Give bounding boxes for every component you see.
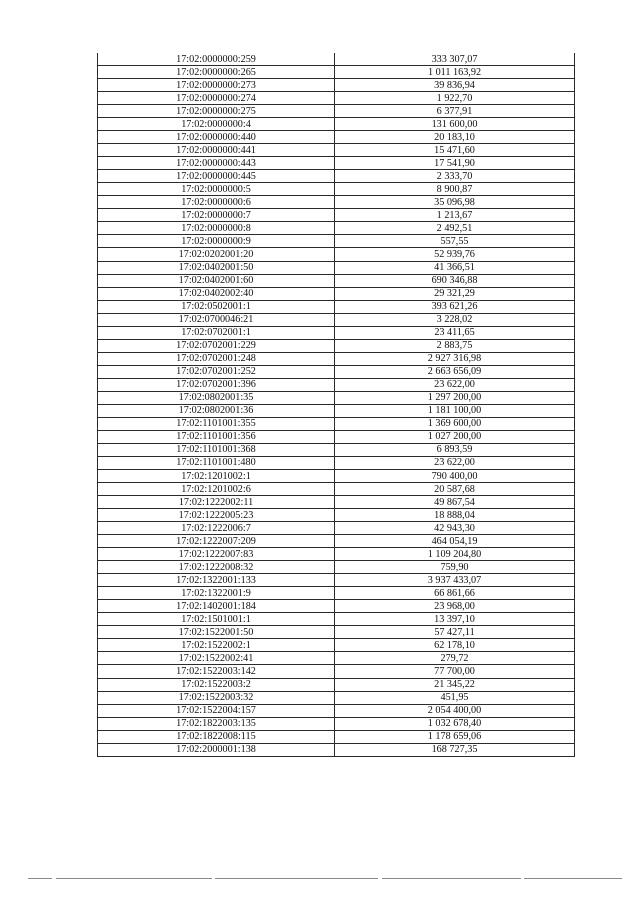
- amount-cell: 62 178,10: [335, 639, 575, 652]
- table-row: [98, 274, 575, 287]
- table-row: [98, 404, 575, 417]
- amount-cell: 2 492,51: [335, 222, 575, 235]
- amount-cell: 15 471,60: [335, 144, 575, 157]
- amount-cell: 20 587,68: [335, 483, 575, 496]
- amount-cell: 13 397,10: [335, 613, 575, 626]
- table-row: [98, 496, 575, 509]
- cadastral-number-cell: 17:02:1522001:50: [98, 626, 335, 639]
- cadastral-number-cell: 17:02:1222007:209: [98, 535, 335, 548]
- rule-gap: [52, 876, 56, 880]
- table-row: [98, 743, 575, 756]
- amount-cell: 1 369 600,00: [335, 417, 575, 430]
- table-row: [98, 678, 575, 691]
- table-row: [98, 235, 575, 248]
- table-row: [98, 92, 575, 105]
- amount-cell: 393 621,26: [335, 300, 575, 313]
- cadastral-number-cell: 17:02:0000000:275: [98, 105, 335, 118]
- table-row: [98, 548, 575, 561]
- table-row: [98, 417, 575, 430]
- table-row: [98, 287, 575, 300]
- table-row: [98, 53, 575, 66]
- amount-cell: 23 968,00: [335, 600, 575, 613]
- cadastral-number-cell: 17:02:0702001:396: [98, 378, 335, 391]
- cadastral-value-table: [97, 53, 575, 757]
- amount-cell: 2 927 316,98: [335, 352, 575, 365]
- cadastral-number-cell: 17:02:0000000:265: [98, 66, 335, 79]
- cadastral-number-cell: 17:02:0702001:229: [98, 339, 335, 352]
- amount-cell: 1 027 200,00: [335, 430, 575, 443]
- amount-cell: 6 893,59: [335, 443, 575, 456]
- amount-cell: 1 032 678,40: [335, 717, 575, 730]
- table-row: [98, 600, 575, 613]
- cadastral-number-cell: 17:02:1822008:115: [98, 730, 335, 743]
- table-row: [98, 196, 575, 209]
- table-row: [98, 691, 575, 704]
- cadastral-number-cell: 17:02:0000000:259: [98, 53, 335, 66]
- table-row: [98, 391, 575, 404]
- table-row: [98, 483, 575, 496]
- amount-cell: 29 321,29: [335, 287, 575, 300]
- cadastral-number-cell: 17:02:1522002:1: [98, 639, 335, 652]
- cadastral-number-cell: 17:02:1501001:1: [98, 613, 335, 626]
- table-row: [98, 157, 575, 170]
- cadastral-number-cell: 17:02:0402002:40: [98, 287, 335, 300]
- cadastral-number-cell: 17:02:1522003:142: [98, 665, 335, 678]
- rule-gap: [212, 876, 215, 880]
- cadastral-number-cell: 17:02:0000000:274: [98, 92, 335, 105]
- amount-cell: 57 427,11: [335, 626, 575, 639]
- amount-cell: 2 883,75: [335, 339, 575, 352]
- amount-cell: 451,95: [335, 691, 575, 704]
- table-row: [98, 430, 575, 443]
- cadastral-number-cell: 17:02:0000000:9: [98, 235, 335, 248]
- table-row: [98, 365, 575, 378]
- cadastral-number-cell: 17:02:1522003:32: [98, 691, 335, 704]
- table-row: [98, 652, 575, 665]
- table-row: [98, 339, 575, 352]
- amount-cell: 1 109 204,80: [335, 548, 575, 561]
- table-row: [98, 183, 575, 196]
- table-body: [98, 53, 575, 756]
- table-row: [98, 118, 575, 131]
- amount-cell: 1 181 100,00: [335, 404, 575, 417]
- table-row: [98, 443, 575, 456]
- cadastral-number-cell: 17:02:0802001:35: [98, 391, 335, 404]
- table-row: [98, 626, 575, 639]
- cadastral-number-cell: 17:02:1222002:11: [98, 496, 335, 509]
- amount-cell: 690 346,88: [335, 274, 575, 287]
- table-row: [98, 170, 575, 183]
- cadastral-number-cell: 17:02:0802001:36: [98, 404, 335, 417]
- amount-cell: 1 922,70: [335, 92, 575, 105]
- cadastral-number-cell: 17:02:0000000:445: [98, 170, 335, 183]
- amount-cell: 41 366,51: [335, 261, 575, 274]
- amount-cell: 557,55: [335, 235, 575, 248]
- table-row: [98, 105, 575, 118]
- rule-gap: [378, 876, 382, 880]
- amount-cell: 23 411,65: [335, 326, 575, 339]
- table-row: [98, 717, 575, 730]
- amount-cell: 279,72: [335, 652, 575, 665]
- table-row: [98, 352, 575, 365]
- rule-gap: [521, 876, 524, 880]
- table-row: [98, 639, 575, 652]
- table-row: [98, 79, 575, 92]
- cadastral-number-cell: 17:02:0502001:1: [98, 300, 335, 313]
- cadastral-number-cell: 17:02:1222005:23: [98, 509, 335, 522]
- amount-cell: 333 307,07: [335, 53, 575, 66]
- cadastral-number-cell: 17:02:0702001:1: [98, 326, 335, 339]
- amount-cell: 23 622,00: [335, 456, 575, 469]
- cadastral-number-cell: 17:02:2000001:138: [98, 743, 335, 756]
- table-row: [98, 261, 575, 274]
- cadastral-number-cell: 17:02:1522004:157: [98, 704, 335, 717]
- table-row: [98, 131, 575, 144]
- amount-cell: 21 345,22: [335, 678, 575, 691]
- amount-cell: 168 727,35: [335, 743, 575, 756]
- table-row: [98, 144, 575, 157]
- cadastral-number-cell: 17:02:1522003:2: [98, 678, 335, 691]
- cadastral-number-cell: 17:02:0000000:443: [98, 157, 335, 170]
- amount-cell: 2 333,70: [335, 170, 575, 183]
- amount-cell: 1 178 659,06: [335, 730, 575, 743]
- table-row: [98, 574, 575, 587]
- amount-cell: 20 183,10: [335, 131, 575, 144]
- table-row: [98, 704, 575, 717]
- table-row: [98, 522, 575, 535]
- amount-cell: 131 600,00: [335, 118, 575, 131]
- amount-cell: 77 700,00: [335, 665, 575, 678]
- cadastral-number-cell: 17:02:1101001:368: [98, 443, 335, 456]
- table-row: [98, 300, 575, 313]
- amount-cell: 52 939,76: [335, 248, 575, 261]
- amount-cell: 2 054 400,00: [335, 704, 575, 717]
- table-row: [98, 561, 575, 574]
- table-row: [98, 470, 575, 483]
- table-row: [98, 456, 575, 469]
- cadastral-number-cell: 17:02:1201002:1: [98, 470, 335, 483]
- amount-cell: 6 377,91: [335, 105, 575, 118]
- amount-cell: 464 054,19: [335, 535, 575, 548]
- cadastral-number-cell: 17:02:0000000:441: [98, 144, 335, 157]
- amount-cell: 1 213,67: [335, 209, 575, 222]
- cadastral-number-cell: 17:02:0000000:8: [98, 222, 335, 235]
- cadastral-number-cell: 17:02:0000000:6: [98, 196, 335, 209]
- amount-cell: 1 297 200,00: [335, 391, 575, 404]
- table-row: [98, 665, 575, 678]
- cadastral-number-cell: 17:02:1222008:32: [98, 561, 335, 574]
- cadastral-number-cell: 17:02:1101001:355: [98, 417, 335, 430]
- cadastral-number-cell: 17:02:1522002:41: [98, 652, 335, 665]
- table-row: [98, 248, 575, 261]
- page-bottom-rule: [28, 878, 622, 879]
- cadastral-number-cell: 17:02:1222007:83: [98, 548, 335, 561]
- amount-cell: 39 836,94: [335, 79, 575, 92]
- table-row: [98, 613, 575, 626]
- amount-cell: 42 943,30: [335, 522, 575, 535]
- cadastral-number-cell: 17:02:1201002:6: [98, 483, 335, 496]
- amount-cell: 759,90: [335, 561, 575, 574]
- cadastral-number-cell: 17:02:0702001:252: [98, 365, 335, 378]
- table-row: [98, 378, 575, 391]
- cadastral-number-cell: 17:02:1402001:184: [98, 600, 335, 613]
- cadastral-number-cell: 17:02:0000000:5: [98, 183, 335, 196]
- amount-cell: 17 541,90: [335, 157, 575, 170]
- cadastral-number-cell: 17:02:0702001:248: [98, 352, 335, 365]
- cadastral-number-cell: 17:02:1101001:480: [98, 456, 335, 469]
- cadastral-number-cell: 17:02:0000000:4: [98, 118, 335, 131]
- cadastral-number-cell: 17:02:0202001:20: [98, 248, 335, 261]
- table-row: [98, 209, 575, 222]
- cadastral-number-cell: 17:02:0000000:273: [98, 79, 335, 92]
- amount-cell: 49 867,54: [335, 496, 575, 509]
- amount-cell: 66 861,66: [335, 587, 575, 600]
- amount-cell: 8 900,87: [335, 183, 575, 196]
- cadastral-number-cell: 17:02:0700046:21: [98, 313, 335, 326]
- table-row: [98, 509, 575, 522]
- cadastral-number-cell: 17:02:1822003:135: [98, 717, 335, 730]
- cadastral-number-cell: 17:02:1322001:9: [98, 587, 335, 600]
- cadastral-number-cell: 17:02:0000000:7: [98, 209, 335, 222]
- table-row: [98, 535, 575, 548]
- cadastral-number-cell: 17:02:1322001:133: [98, 574, 335, 587]
- cadastral-number-cell: 17:02:0402001:50: [98, 261, 335, 274]
- cadastral-number-cell: 17:02:0000000:440: [98, 131, 335, 144]
- amount-cell: 790 400,00: [335, 470, 575, 483]
- cadastral-number-cell: 17:02:0402001:60: [98, 274, 335, 287]
- table-row: [98, 313, 575, 326]
- amount-cell: 18 888,04: [335, 509, 575, 522]
- amount-cell: 2 663 656,09: [335, 365, 575, 378]
- table-row: [98, 587, 575, 600]
- amount-cell: 23 622,00: [335, 378, 575, 391]
- table-row: [98, 326, 575, 339]
- cadastral-number-cell: 17:02:1101001:356: [98, 430, 335, 443]
- amount-cell: 35 096,98: [335, 196, 575, 209]
- table-row: [98, 222, 575, 235]
- cadastral-number-cell: 17:02:1222006:7: [98, 522, 335, 535]
- amount-cell: 1 011 163,92: [335, 66, 575, 79]
- amount-cell: 3 228,02: [335, 313, 575, 326]
- amount-cell: 3 937 433,07: [335, 574, 575, 587]
- table-row: [98, 730, 575, 743]
- table-row: [98, 66, 575, 79]
